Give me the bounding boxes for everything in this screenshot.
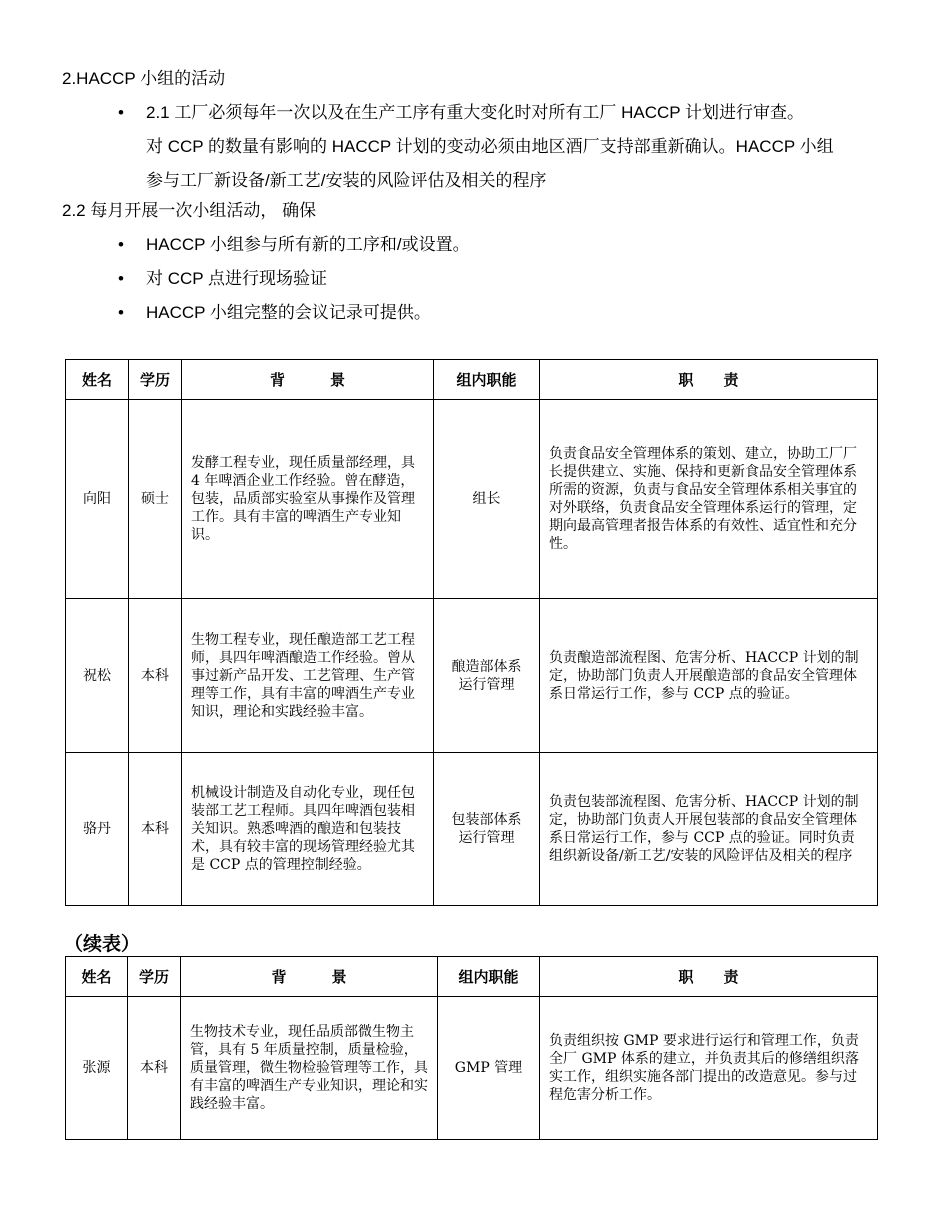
name-cell: 向阳 [66, 400, 129, 599]
column-header: 姓名 [66, 360, 129, 400]
section-heading: 2.2 每月开展一次小组活动， 确保 [62, 201, 317, 220]
table-row [66, 753, 878, 906]
duty-cell: 负责食品安全管理体系的策划、建立，协助工厂厂长提供建立、实施、保持和更新食品安全管理体系所需的资源，负责与食品安全管理体系相关事宜的对外联络，负责食品安全管理体系运行的管理，定期向最高管理者报告体系的有效性、适宜性和充分性。 [540, 400, 878, 599]
column-header: 职 责 [540, 360, 878, 400]
table-row [66, 997, 878, 1140]
bullet-item [118, 96, 888, 196]
bullet-item [118, 262, 818, 296]
column-header: 背 景 [181, 957, 438, 997]
duty-cell: 负责组织按 GMP 要求进行运行和管理工作，负责全厂 GMP 体系的建立，并负责其后的修缮组织落实工作，组织实施各部门提出的改造意见。参与过程危害分析工作。 [540, 997, 878, 1140]
bullet-icon: • [118, 269, 124, 288]
column-header: 组内职能 [438, 957, 540, 997]
column-header: 组内职能 [434, 360, 540, 400]
section-heading: 2.HACCP 小组的活动 [62, 69, 226, 88]
team-table [65, 359, 878, 906]
bullet-icon: • [118, 103, 124, 122]
table-header-row [66, 957, 878, 997]
duty-cell: 负责酿造部流程图、危害分析、HACCP 计划的制定，协助部门负责人开展酿造部的食品安全管理体系日常运行工作，参与 CCP 点的验证。 [540, 599, 878, 753]
background-cell: 机械设计制造及自动化专业，现任包装部工艺工程师。具四年啤酒包装相关知识。熟悉啤酒的酿造和包装技术，具有较丰富的现场管理经验尤其是 CCP 点的管理控制经验。 [182, 753, 434, 906]
bullet-text: 对 CCP 点进行现场验证 [146, 269, 328, 288]
column-header: 学历 [129, 360, 182, 400]
continued-table [65, 956, 878, 1140]
education-cell: 本科 [129, 753, 182, 906]
bullet-item [118, 228, 818, 262]
name-cell: 骆丹 [66, 753, 129, 906]
bullet-text: 2.1 工厂必须每年一次以及在生产工序有重大变化时对所有工厂 HACCP 计划进行审查。 [146, 103, 805, 122]
table-row [66, 400, 878, 599]
background-cell: 生物工程专业，现任酿造部工艺工程师，具四年啤酒酿造工作经验。曾从事过新产品开发、工艺管理、生产管理等工作，具有丰富的啤酒生产专业知识，理论和实践经验丰富。 [182, 599, 434, 753]
role-cell: 组长 [434, 400, 540, 599]
duty-cell: 负责包装部流程图、危害分析、HACCP 计划的制定，协助部门负责人开展包装部的食品安全管理体系日常运行工作，参与 CCP 点的验证。同时负责组织新设备/新工艺/安装的风险评估及相关的程序 [540, 753, 878, 906]
bullet-text: HACCP 小组完整的会议记录可提供。 [146, 303, 431, 322]
column-header: 姓名 [66, 957, 128, 997]
bullet-text: HACCP 小组参与所有新的工序和/或设置。 [146, 235, 470, 254]
education-cell: 本科 [128, 997, 181, 1140]
role-cell: 酿造部体系运行管理 [434, 599, 540, 753]
bullet-icon: • [118, 235, 124, 254]
role-cell: 包装部体系运行管理 [434, 753, 540, 906]
column-header: 背 景 [182, 360, 434, 400]
background-cell: 发酵工程专业，现任质量部经理，具 4 年啤酒企业工作经验。曾在酵造，包装，品质部实验室从事操作及管理工作。具有丰富的啤酒生产专业知识。 [182, 400, 434, 599]
table-header-row [66, 360, 878, 400]
name-cell: 张源 [66, 997, 128, 1140]
continued-label: （续表） [64, 933, 141, 955]
bullet-text: 参与工厂新设备/新工艺/安装的风险评估及相关的程序 [146, 171, 547, 190]
bullet-icon: • [118, 303, 124, 322]
background-cell: 生物技术专业，现任品质部微生物主管，具有 5 年质量控制，质量检验，质量管理，微生物检验管理等工作，具有丰富的啤酒生产专业知识，理论和实践经验丰富。 [181, 997, 438, 1140]
column-header: 职 责 [540, 957, 878, 997]
name-cell: 祝松 [66, 599, 129, 753]
role-cell: GMP 管理 [438, 997, 540, 1140]
table-row [66, 599, 878, 753]
column-header: 学历 [128, 957, 181, 997]
bullet-text: 对 CCP 的数量有影响的 HACCP 计划的变动必须由地区酒厂支持部重新确认。HACCP 小组 [146, 137, 834, 156]
education-cell: 硕士 [129, 400, 182, 599]
education-cell: 本科 [129, 599, 182, 753]
bullet-item [118, 296, 818, 330]
